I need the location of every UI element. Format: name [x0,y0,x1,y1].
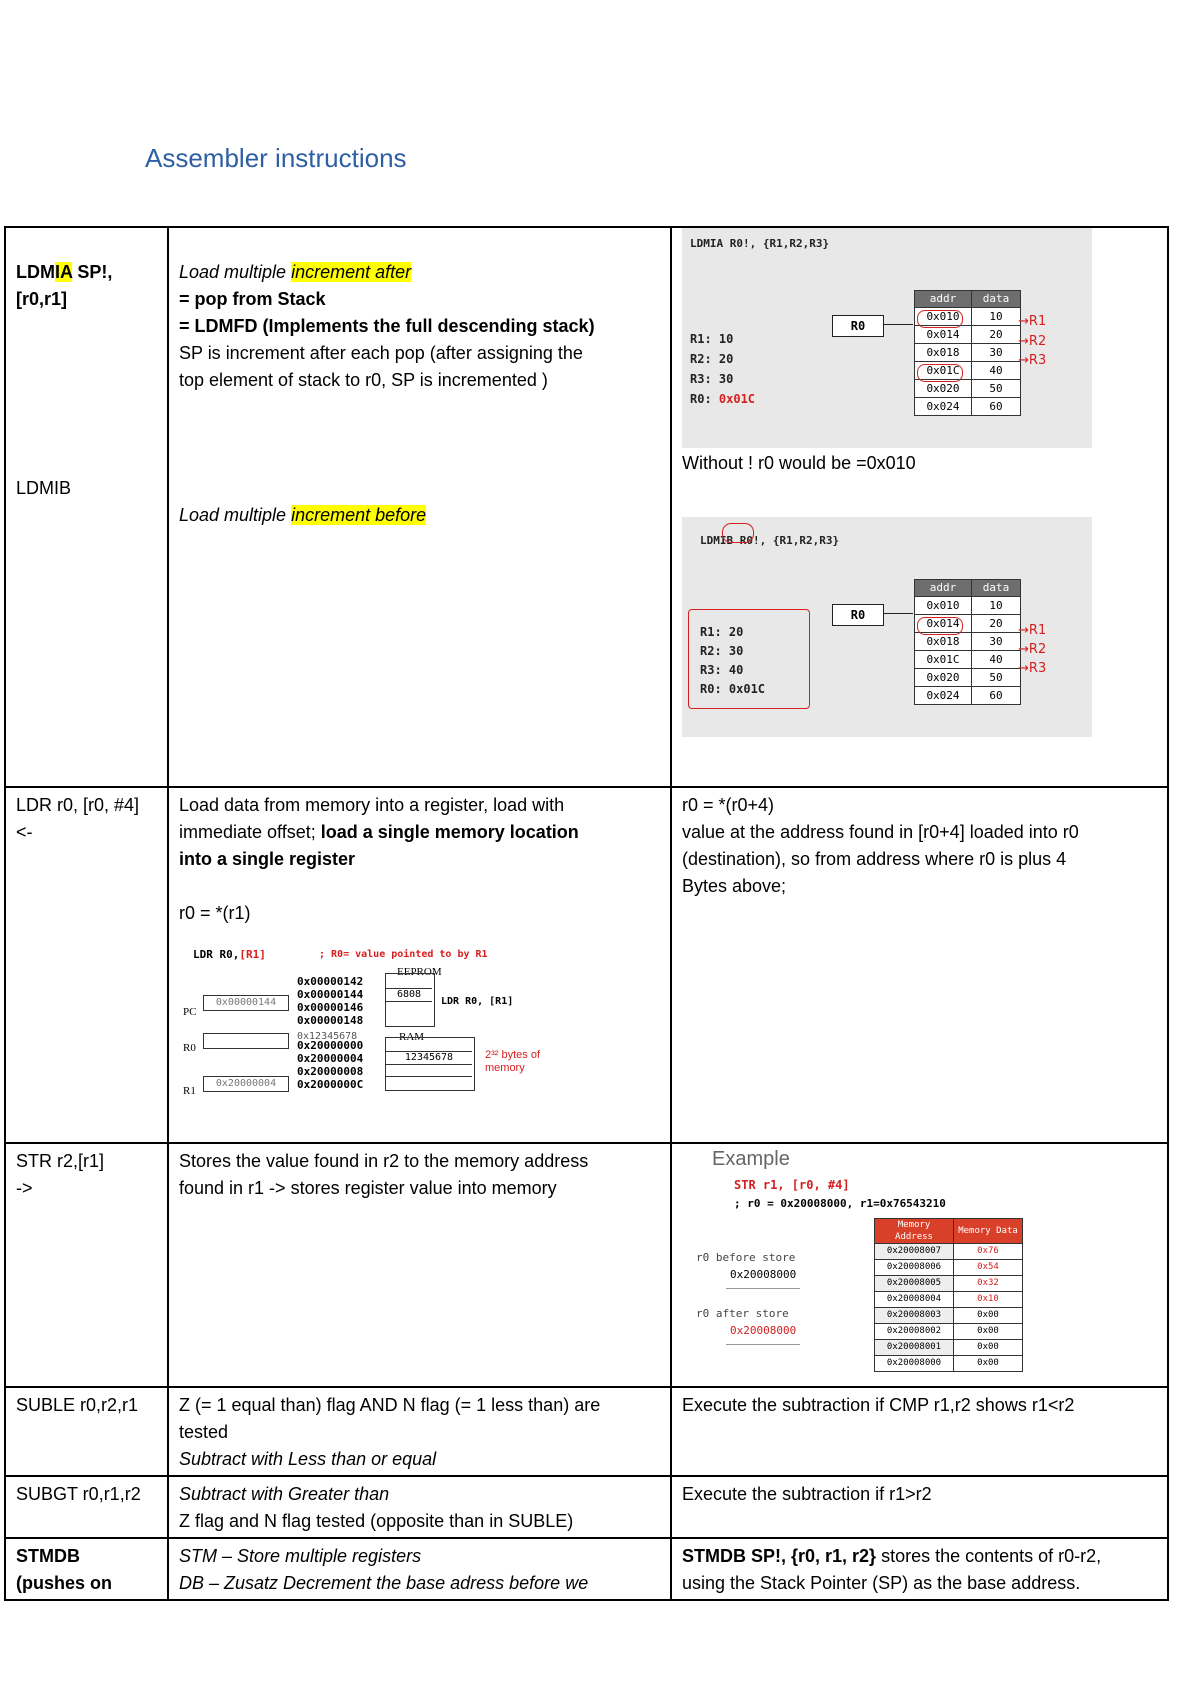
desc-suble-l2: tested [179,1422,229,1442]
instr-ldr: LDR r0, [r0, #4] [16,795,140,815]
mem-data: 60 [972,398,1021,416]
ldmib-figure [682,517,1092,737]
instr-cell [5,1387,168,1476]
desc-ldmia-l4: SP is increment after each pop (after assigning the [179,343,583,363]
instr-ldmib: LDMIB [16,478,72,498]
mem-addr: 0x01C [915,651,972,669]
ldr-fig-r0-box [203,1033,289,1049]
str-fig-code: STR r1, [r0, #4] [734,1178,850,1192]
ldmia-reg-r3: R3: 30 [690,372,734,386]
table-row [5,227,1168,787]
mem-data: 30 [972,344,1021,362]
desc-ldr-l4: r0 = *(r1) [179,903,251,923]
desc-ldr-l2: immediate offset; load a single memory location [179,822,579,842]
arrow-icon [883,324,913,325]
mem-addr: 0x018 [915,633,972,651]
mem-data: 40 [972,651,1021,669]
instr-cell [5,787,168,1143]
table-row [5,1538,1168,1600]
rom-addr: 0x00000144 [297,988,364,1001]
ldr-fig-ram-addrs [297,1039,363,1091]
table-row [5,1387,1168,1476]
rom-instr: LDR R0, [R1] [441,996,514,1007]
mem-addr: 0x20008000 [875,1356,954,1372]
mem-addr: 0x20008006 [875,1260,954,1276]
ldmia-memory-table [914,290,1021,416]
table-row [5,787,1168,1143]
instr-subgt: SUBGT r0,r1,r2 [16,1484,141,1504]
note-cell [671,1387,1168,1476]
note-cell [671,787,1168,1143]
ldr-fig-ram: RAM [399,1031,425,1043]
note-suble: Execute the subtraction if CMP r1,r2 shows r1<r2 [682,1395,1075,1415]
mem-head-data: data [972,291,1021,308]
str-fig-comment: ; r0 = 0x20008000, r1=0x76543210 [734,1197,946,1210]
mem-addr: 0x010 [915,597,972,615]
mem-addr: 0x010 [915,308,972,326]
ldr-fig-rom-addrs [297,975,363,1027]
note-stmdb-l2: using the Stack Pointer (SP) as the base address. [682,1573,1081,1593]
desc-cell [168,787,671,1143]
ldmib-reg: R1: 20 [700,625,744,639]
str-figure [682,1144,1042,1380]
desc-cell [168,1387,671,1476]
table-row [5,1476,1168,1538]
mark-r2: →R2 [1018,334,1047,349]
str-fig-after-val: 0x20008000 [726,1317,800,1345]
note-ldr-l2: value at the address found in [r0+4] loaded into r0 [682,822,1079,842]
ldr-fig-r0: R0 [183,1042,196,1054]
mem-data: 10 [972,308,1021,326]
mark-r1: →R1 [1018,314,1047,329]
ldr-figure [179,935,579,1105]
desc-ldr-l1: Load data from memory into a register, load with [179,795,565,815]
desc-stmdb-l2: DB – Zusatz Decrement the base adress before we [179,1573,589,1593]
note-ldr-l4: Bytes above; [682,876,787,896]
ldmib-reg: R2: 30 [700,644,744,658]
highlight-circle [917,310,963,328]
mem-data: 0x00 [954,1356,1023,1372]
ram-addr: 0x20000008 [297,1065,364,1078]
desc-suble-l3: Subtract with Less than or equal [179,1449,437,1469]
instr-suble: SUBLE r0,r2,r1 [16,1395,139,1415]
desc-ldmib: Load multiple increment before [179,505,427,525]
note-subgt: Execute the subtraction if r1>r2 [682,1484,932,1504]
mem-addr: 0x20008003 [875,1308,954,1324]
mem-data: 60 [972,687,1021,705]
rom-addr: 0x00000142 [297,975,364,988]
instr-ldmia-operands: [r0,r1] [16,289,68,309]
desc-ldmia-l1: Load multiple increment after [179,262,412,282]
highlight-circle [722,523,754,543]
ldr-fig-code: LDR R0,[R1] [193,948,266,961]
ldmia-reg-r2: R2: 20 [690,352,734,366]
rom-block [385,973,435,1027]
ldr-fig-eeprom: EEPROM [397,966,442,978]
ram-block [385,1037,475,1091]
ram-addr: 0x2000000C [297,1078,364,1091]
rom-addr: 0x00000146 [297,1001,364,1014]
mem-head-data: data [972,580,1021,597]
str-fig-after: r0 after store [696,1307,789,1320]
ldr-fig-r1: R1 [183,1085,196,1097]
instr-str: STR r2,[r1] [16,1151,105,1171]
mem-data: 0x32 [954,1276,1023,1292]
ldmib-reg: R0: 0x01C [700,682,766,696]
mark-r3: →R3 [1018,353,1047,368]
desc-ldmia-l2: = pop from Stack [179,289,326,309]
mem-data: 40 [972,362,1021,380]
highlight-circle [917,364,963,382]
mark-r1: →R1 [1018,623,1047,638]
mem-data: 0x00 [954,1324,1023,1340]
mark-r3: →R3 [1018,661,1047,676]
ldr-fig-comment: ; R0= value pointed to by R1 [319,949,488,960]
mem-data: 0x10 [954,1292,1023,1308]
desc-cell [168,227,671,787]
instr-cell [5,1476,168,1538]
rom-val: 6808 [386,988,432,1002]
ldr-fig-r1-box: 0x20000004 [203,1076,289,1092]
mem-data: 30 [972,633,1021,651]
mem-head-data: Memory Data [954,1219,1023,1244]
ldr-fig-pc: PC [183,1006,197,1018]
str-fig-title: Example [712,1148,790,1170]
instr-cell [5,227,168,787]
ldmib-r0-box: R0 [832,604,884,626]
note-ldr-l3: (destination), so from address where r0 is plus 4 [682,849,1067,869]
table-row [5,1143,1168,1387]
ldmib-memory-table [914,579,1021,705]
instr-ldmia: LDMIA SP!, [16,262,113,282]
mem-data: 20 [972,615,1021,633]
mem-data: 50 [972,669,1021,687]
note-cell [671,1476,1168,1538]
instr-cell [5,1538,168,1600]
desc-cell [168,1143,671,1387]
ldmib-code: LDMIB R0!, {R1,R2,R3} [700,534,840,547]
mem-head-addr: Memory Address [875,1219,954,1244]
mem-addr: 0x018 [915,344,972,362]
rom-addr: 0x00000148 [297,1014,364,1027]
ldmia-reg-r0: R0: 0x01C [690,392,756,406]
str-fig-before-val: 0x20008000 [726,1261,800,1289]
example-cell [671,227,1168,787]
desc-ldmia-l5: top element of stack to r0, SP is incremented ) [179,370,548,390]
mem-addr: 0x01C [915,362,972,380]
mem-addr: 0x014 [915,326,972,344]
ldmia-r0-box: R0 [832,315,884,337]
ldmia-figure [682,228,1092,448]
note-ldr-l1: r0 = *(r0+4) [682,795,775,815]
desc-ldr-l3: into a single register [179,849,356,869]
desc-suble-l1: Z (= 1 equal than) flag AND N flag (= 1 less than) are [179,1395,601,1415]
desc-str-l2: found in r1 -> stores register value into memory [179,1178,557,1198]
str-memory-table [874,1218,1023,1372]
arrow-icon [883,613,913,614]
instr-str-arrow: -> [16,1178,33,1198]
highlight-circle [917,617,963,635]
mem-data: 0x76 [954,1244,1023,1260]
instr-ldr-arrow: <- [16,822,33,842]
mem-data: 20 [972,326,1021,344]
mem-addr: 0x20008004 [875,1292,954,1308]
ram-hint: 0x12345678 [297,1031,358,1042]
mem-addr: 0x020 [915,380,972,398]
mem-data: 0x00 [954,1308,1023,1324]
mem-data: 0x54 [954,1260,1023,1276]
mem-addr: 0x20008005 [875,1276,954,1292]
desc-subgt-l2: Z flag and N flag tested (opposite than in SUBLE) [179,1511,574,1531]
instr-stmdb: STMDB [16,1546,80,1566]
note-stmdb-l1: STMDB SP!, {r0, r1, r2} stores the contents of r0-r2, [682,1546,1102,1566]
mem-addr: 0x20008002 [875,1324,954,1340]
desc-stmdb-l1: STM – Store multiple registers [179,1546,422,1566]
ram-addr: 0x20000004 [297,1052,364,1065]
ldmib-reg: R3: 40 [700,663,744,677]
instr-stmdb-l2: (pushes on [16,1573,113,1593]
mem-addr: 0x014 [915,615,972,633]
ldmia-reg-r1: R1: 10 [690,332,734,346]
instructions-table [4,226,1169,1601]
mem-head-addr: addr [915,291,972,308]
mem-addr: 0x020 [915,669,972,687]
example-cell [671,1143,1168,1387]
ldmia-code: LDMIA R0!, {R1,R2,R3} [690,237,830,250]
ram-addr: 0x20000000 [297,1039,364,1052]
mem-data: 10 [972,597,1021,615]
ldmia-note: Without ! r0 would be =0x010 [682,453,916,473]
ram-val: 12345678 [386,1051,472,1065]
mark-r2: →R2 [1018,642,1047,657]
mem-addr: 0x20008007 [875,1244,954,1260]
str-fig-before: r0 before store [696,1251,796,1264]
desc-cell [168,1476,671,1538]
desc-cell [168,1538,671,1600]
desc-subgt-l1: Subtract with Greater than [179,1484,390,1504]
desc-ldmia-l3: = LDMFD (Implements the full descending stack) [179,316,595,336]
mem-data: 50 [972,380,1021,398]
instr-cell [5,1143,168,1387]
desc-str-l1: Stores the value found in r2 to the memory address [179,1151,589,1171]
mem-addr: 0x024 [915,398,972,416]
page-title: Assembler instructions [145,143,407,173]
ldr-fig-pc-box: 0x00000144 [203,995,289,1011]
mem-addr: 0x20008001 [875,1340,954,1356]
mem-head-addr: addr [915,580,972,597]
note-cell [671,1538,1168,1600]
ram-note: 2³² bytes of memory [485,1049,541,1074]
mem-data: 0x00 [954,1340,1023,1356]
mem-addr: 0x024 [915,687,972,705]
